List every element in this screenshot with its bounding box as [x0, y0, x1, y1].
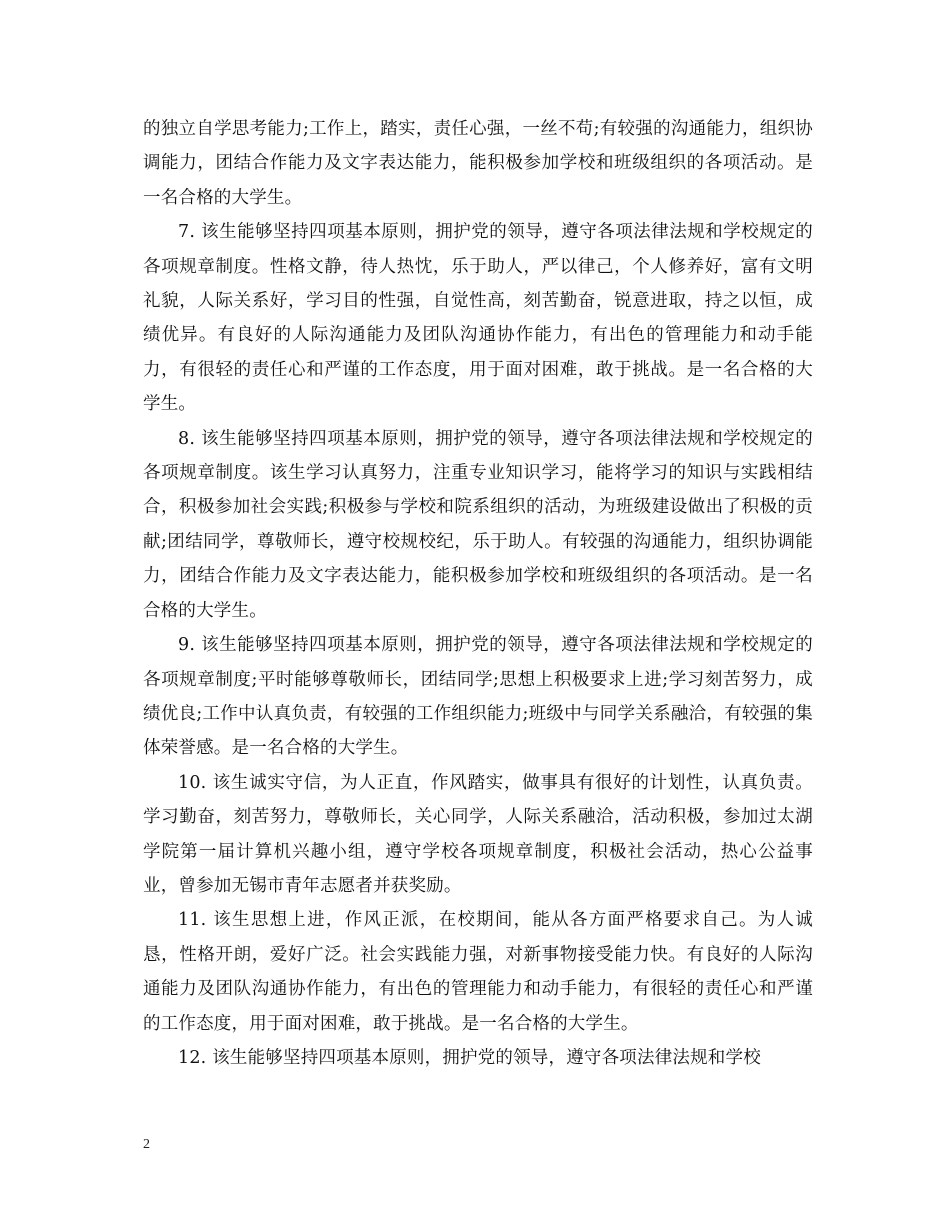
paragraph-item-10: 10. 该生诚实守信，为人正直，作风踏实，做事具有很好的计划性，认真负责。学习勤奋，刻苦努力，尊敬师长，关心同学，人际关系融洽，活动积极，参加过太湖学院第一届计算机兴趣小组，遵守学校各项规章制度，积极社会活动，热心公益事业，曾参加无锡市青年志愿者并获奖励。	[143, 772, 813, 896]
paragraph-item-7: 7. 该生能够坚持四项基本原则，拥护党的领导，遵守各项法律法规和学校规定的各项规章制度。性格文静，待人热忱，乐于助人，严以律己，个人修养好，富有文明礼貌，人际关系好，学习目的性强，自觉性高，刻苦勤奋，锐意进取，持之以恒，成绩优异。有良好的人际沟通能力及团队沟通协作能力，有出色的管理能力和动手能力，有很轻的责任心和严谨的工作态度，用于面对困难，敢于挑战。是一名合格的大学生。	[143, 222, 813, 415]
paragraph-item-11: 11. 该生思想上进，作风正派，在校期间，能从各方面严格要求自己。为人诚恳，性格开朗，爱好广泛。社会实践能力强，对新事物接受能力快。有良好的人际沟通能力及团队沟通协作能力，有出色的管理能力和动手能力，有很轻的责任心和严谨的工作态度，用于面对困难，敢于挑战。是一名合格的大学生。	[143, 910, 813, 1034]
document-body	[143, 112, 813, 1075]
paragraph-item-8: 8. 该生能够坚持四项基本原则，拥护党的领导，遵守各项法律法规和学校规定的各项规章制度。该生学习认真努力，注重专业知识学习，能将学习的知识与实践相结合，积极参加社会实践;积极参与学校和院系组织的活动，为班级建设做出了积极的贡献;团结同学，尊敬师长，遵守校规校纪，乐于助人。有较强的沟通能力，组织协调能力，团结合作能力及文字表达能力，能积极参加学校和班级组织的各项活动。是一名合格的大学生。	[143, 428, 813, 621]
page-number: 2	[143, 1137, 150, 1152]
paragraph-continuation: 的独立自学思考能力;工作上，踏实，责任心强，一丝不苟;有较强的沟通能力，组织协调能力，团结合作能力及文字表达能力，能积极参加学校和班级组织的各项活动。是一名合格的大学生。	[143, 119, 813, 208]
paragraph-item-12: 12. 该生能够坚持四项基本原则，拥护党的领导，遵守各项法律法规和学校	[178, 1047, 761, 1068]
paragraph-item-9: 9. 该生能够坚持四项基本原则，拥护党的领导，遵守各项法律法规和学校规定的各项规章制度;平时能够尊敬师长，团结同学;思想上积极要求上进;学习刻苦努力，成绩优良;工作中认真负责，有较强的工作组织能力;班级中与同学关系融洽，有较强的集体荣誉感。是一名合格的大学生。	[143, 635, 813, 759]
